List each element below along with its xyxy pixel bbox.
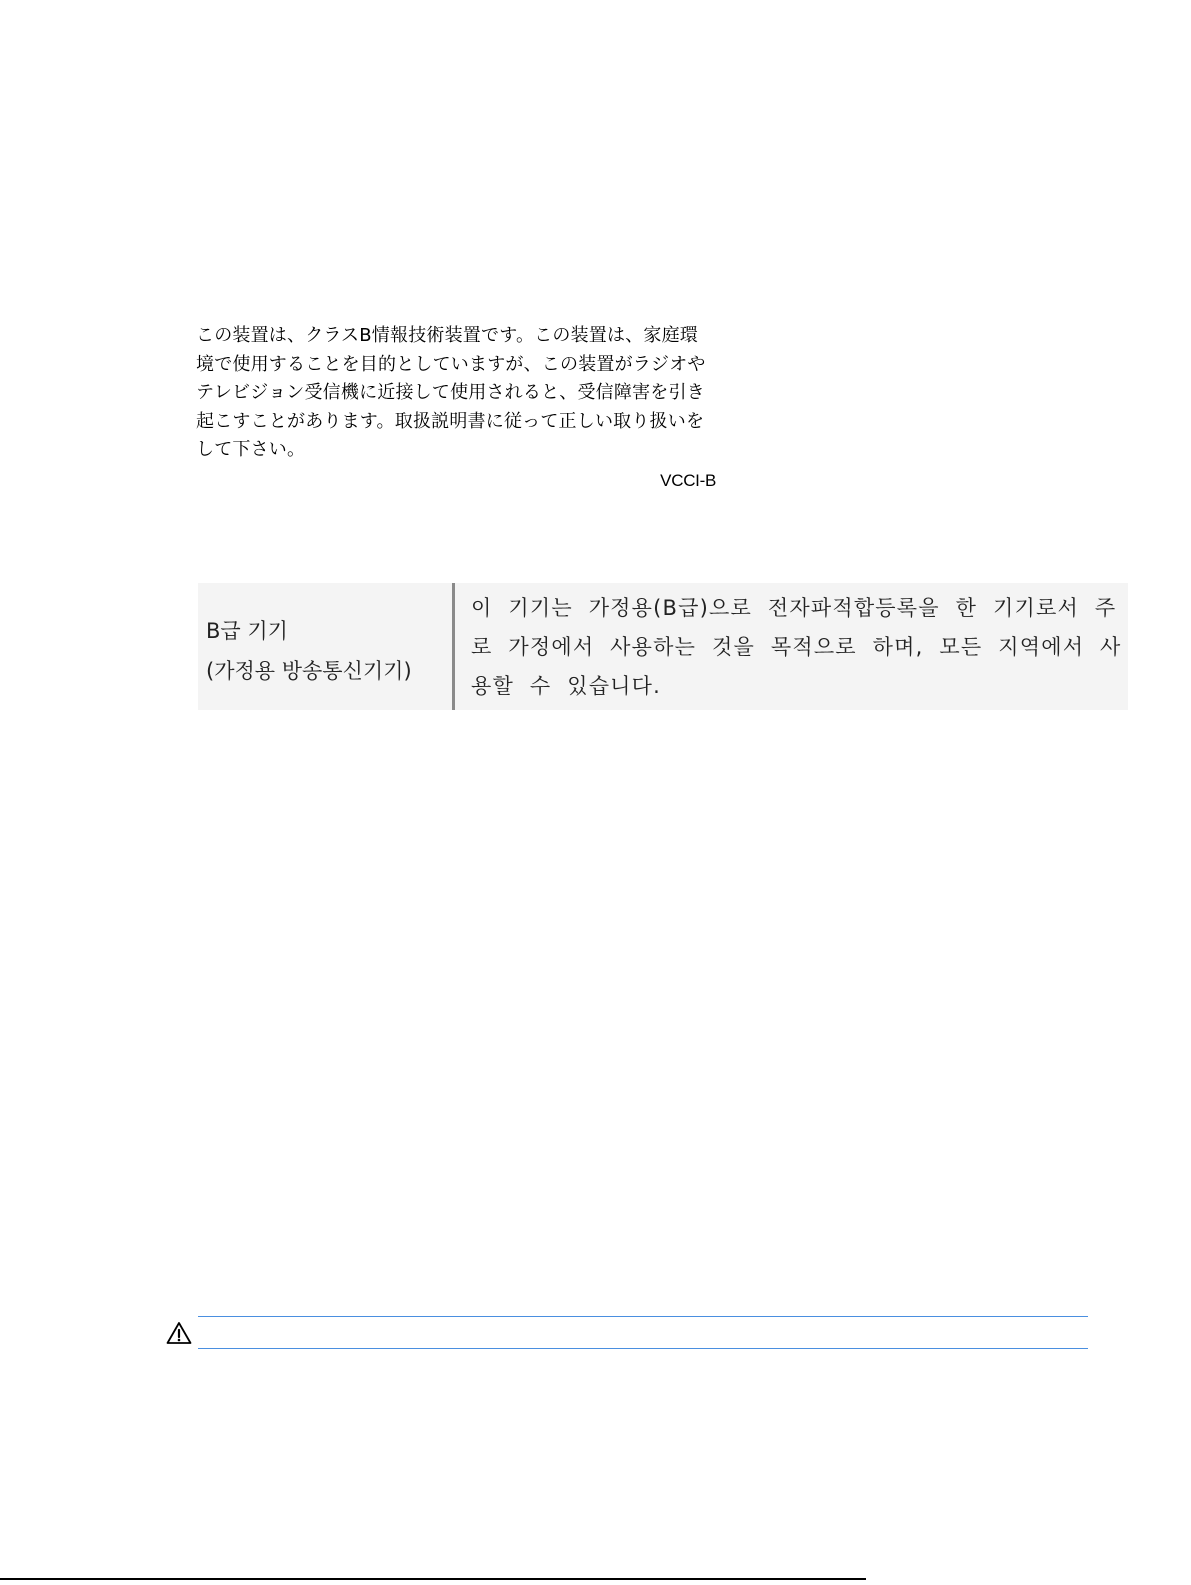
warning-rule-top — [198, 1316, 1088, 1317]
vcci-line-5: して下さい。 — [196, 439, 306, 460]
vcci-line-3: テレビジョン受信機に近接して使用されると、受信障害を引き — [196, 382, 705, 403]
kcc-text-line-1: 이 기기는 가정용(B급)으로 전자파적합등록을 한 기기로서 주 — [471, 596, 1117, 620]
warning-triangle-icon — [166, 1321, 192, 1345]
footer-rule — [0, 1578, 866, 1580]
kcc-class-cell — [198, 583, 452, 710]
vcci-line-2: 境で使用することを目的としていますが、この装置がラジオや — [196, 353, 706, 375]
vcci-notice — [196, 322, 716, 495]
vcci-line-1: この装置は、クラスB情報技術装置です。この装置は、家庭環 — [196, 325, 698, 346]
warning-rule-bottom — [198, 1348, 1088, 1349]
kcc-text-cell — [455, 583, 1128, 710]
vcci-code: VCCI-B — [660, 470, 716, 490]
kcc-text-line-2: 로 가정에서 사용하는 것을 목적으로 하며, 모든 지역에서 사 — [471, 635, 1122, 659]
vcci-line-4: 起こすことがあります。取扱説明書に従って正しい取り扱いを — [196, 410, 705, 432]
kcc-text-line-3: 용할 수 있습니다. — [471, 674, 662, 698]
kcc-notice — [198, 583, 1128, 710]
kcc-class-sublabel: (가정용 방송통신기기) — [206, 659, 412, 683]
warning-box — [166, 1316, 1088, 1350]
kcc-class-label: B급 기기 — [206, 619, 288, 643]
